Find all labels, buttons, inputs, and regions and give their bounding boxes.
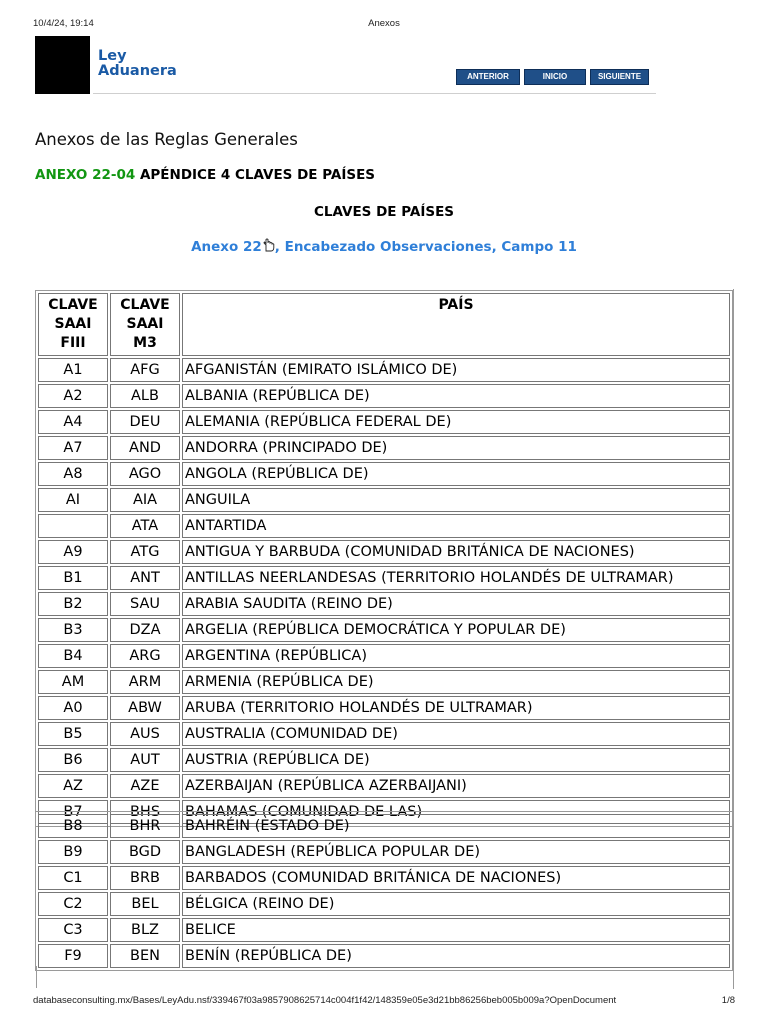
table-row	[38, 774, 730, 798]
country-codes-table	[35, 290, 733, 827]
table-row	[38, 358, 730, 382]
cell-pais: AZERBAIJAN (REPÚBLICA AZERBAIJANI)	[182, 774, 730, 798]
table-row	[38, 566, 730, 590]
header-saai-fiii: CLAVE SAAI FIII	[38, 293, 108, 356]
annex-title: APÉNDICE 4 CLAVES DE PAÍSES	[139, 167, 376, 183]
print-page-number: 1/8	[721, 995, 735, 1006]
cell-saai-fiii: A0	[38, 696, 108, 720]
cell-pais: ANDORRA (PRINCIPADO DE)	[182, 436, 730, 460]
cell-saai-fiii: C2	[38, 892, 108, 916]
logo[interactable]	[98, 49, 177, 79]
table-row	[38, 748, 730, 772]
cell-saai-m3: ANT	[110, 566, 180, 590]
cell-saai-fiii: AM	[38, 670, 108, 694]
table-row	[38, 592, 730, 616]
table-row	[38, 944, 730, 968]
cell-saai-fiii: B4	[38, 644, 108, 668]
cell-saai-fiii: A9	[38, 540, 108, 564]
table-frame-left	[36, 966, 37, 988]
table-row	[38, 618, 730, 642]
table-row	[38, 814, 730, 838]
header-divider	[93, 93, 656, 94]
logo-line1: Ley	[98, 48, 127, 64]
cell-pais: ALBANIA (REPÚBLICA DE)	[182, 384, 730, 408]
cell-saai-m3: SAU	[110, 592, 180, 616]
cell-saai-m3: ATA	[110, 514, 180, 538]
table-row	[38, 488, 730, 512]
cell-pais: BAHAMAS (COMUNIDAD DE LAS)	[182, 800, 730, 824]
cell-pais: ARUBA (TERRITORIO HOLANDÉS DE ULTRAMAR)	[182, 696, 730, 720]
cell-saai-m3: AGO	[110, 462, 180, 486]
cell-saai-fiii: B6	[38, 748, 108, 772]
cell-pais: ANGUILA	[182, 488, 730, 512]
cell-pais: AFGANISTÁN (EMIRATO ISLÁMICO DE)	[182, 358, 730, 382]
cell-saai-fiii: A2	[38, 384, 108, 408]
table-row	[38, 384, 730, 408]
cell-saai-m3: BLZ	[110, 918, 180, 942]
cell-saai-m3: AIA	[110, 488, 180, 512]
cell-saai-fiii	[38, 514, 108, 538]
cell-saai-m3: ABW	[110, 696, 180, 720]
print-page-title: Anexos	[368, 18, 400, 29]
cell-saai-m3: BRB	[110, 866, 180, 890]
cell-pais: ARABIA SAUDITA (REINO DE)	[182, 592, 730, 616]
cell-saai-fiii: B2	[38, 592, 108, 616]
cell-saai-fiii: B5	[38, 722, 108, 746]
annex-code: ANEXO 22-04	[35, 167, 136, 183]
annex-heading	[35, 167, 375, 183]
table-row	[38, 436, 730, 460]
section-title: CLAVES DE PAÍSES	[313, 204, 455, 220]
nav-bar	[456, 69, 649, 85]
table-row	[38, 892, 730, 916]
cell-saai-fiii: B9	[38, 840, 108, 864]
cell-saai-m3: ARG	[110, 644, 180, 668]
print-url: databaseconsulting.mx/Bases/LeyAdu.nsf/339467f03a9857908625714c004f1f42/148359e05e3d21bb86256beb005b009a?OpenDocument	[33, 995, 617, 1006]
next-button[interactable]: SIGUIENTE	[590, 69, 649, 85]
table-row	[38, 722, 730, 746]
print-datetime: 10/4/24, 19:14	[33, 18, 94, 29]
table-row	[38, 540, 730, 564]
print-footer	[33, 995, 735, 1006]
cell-pais: ANTIGUA Y BARBUDA (COMUNIDAD BRITÁNICA DE NACIONES)	[182, 540, 730, 564]
cell-saai-m3: BEN	[110, 944, 180, 968]
logo-mark	[35, 36, 90, 94]
table-row	[38, 462, 730, 486]
cell-pais: AUSTRALIA (COMUNIDAD DE)	[182, 722, 730, 746]
cell-saai-m3: AUS	[110, 722, 180, 746]
hand-pointer-icon	[262, 238, 275, 255]
logo-line2: Aduanera	[98, 63, 177, 79]
cell-pais: ANTILLAS NEERLANDESAS (TERRITORIO HOLANDÉS DE ULTRAMAR)	[182, 566, 730, 590]
cell-pais: ANGOLA (REPÚBLICA DE)	[182, 462, 730, 486]
table-frame-right	[733, 289, 734, 989]
cell-pais: ANTARTIDA	[182, 514, 730, 538]
cell-pais: BELICE	[182, 918, 730, 942]
cell-saai-fiii: B8	[38, 814, 108, 838]
page-title: Anexos de las Reglas Generales	[35, 130, 298, 149]
annex-link-text-before[interactable]: Anexo 22	[191, 239, 262, 255]
table-row	[38, 644, 730, 668]
table-row	[38, 840, 730, 864]
cell-pais: BÉLGICA (REINO DE)	[182, 892, 730, 916]
cell-saai-m3: AUT	[110, 748, 180, 772]
table-row	[38, 514, 730, 538]
cell-saai-fiii: C1	[38, 866, 108, 890]
cell-saai-m3: DEU	[110, 410, 180, 434]
cell-saai-fiii: F9	[38, 944, 108, 968]
cell-saai-fiii: B3	[38, 618, 108, 642]
cell-saai-fiii: A1	[38, 358, 108, 382]
table-row	[38, 918, 730, 942]
cell-saai-fiii: B1	[38, 566, 108, 590]
country-codes-table-continued	[35, 811, 733, 971]
table-row	[38, 670, 730, 694]
cell-saai-m3: BEL	[110, 892, 180, 916]
cell-pais: ARGENTINA (REPÚBLICA)	[182, 644, 730, 668]
cell-saai-m3: BHR	[110, 814, 180, 838]
cell-saai-m3: BGD	[110, 840, 180, 864]
cell-saai-m3: ARM	[110, 670, 180, 694]
cell-pais: ARGELIA (REPÚBLICA DEMOCRÁTICA Y POPULAR DE)	[182, 618, 730, 642]
cell-pais: BAHRÉIN (ESTADO DE)	[182, 814, 730, 838]
cell-saai-m3: AND	[110, 436, 180, 460]
cell-saai-fiii: AI	[38, 488, 108, 512]
table-row	[38, 410, 730, 434]
cell-saai-m3: AZE	[110, 774, 180, 798]
cell-saai-m3: ALB	[110, 384, 180, 408]
cell-saai-m3: ATG	[110, 540, 180, 564]
previous-button[interactable]: ANTERIOR	[456, 69, 520, 85]
cell-saai-fiii: A8	[38, 462, 108, 486]
cell-pais: AUSTRIA (REPÚBLICA DE)	[182, 748, 730, 772]
cell-saai-fiii: C3	[38, 918, 108, 942]
cell-pais: ARMENIA (REPÚBLICA DE)	[182, 670, 730, 694]
cell-saai-fiii: A7	[38, 436, 108, 460]
cell-saai-m3: BHS	[110, 800, 180, 824]
cell-saai-fiii: AZ	[38, 774, 108, 798]
cell-saai-fiii: B7	[38, 800, 108, 824]
header-pais: PAÍS	[182, 293, 730, 356]
cell-pais: BANGLADESH (REPÚBLICA POPULAR DE)	[182, 840, 730, 864]
cell-pais: BENÍN (REPÚBLICA DE)	[182, 944, 730, 968]
cell-saai-m3: DZA	[110, 618, 180, 642]
home-button[interactable]: INICIO	[524, 69, 586, 85]
table-header-row	[38, 293, 730, 356]
annex-link[interactable]	[0, 238, 768, 255]
cell-saai-fiii: A4	[38, 410, 108, 434]
annex-link-text-after[interactable]: , Encabezado Observaciones, Campo 11	[274, 239, 577, 255]
cell-pais: BARBADOS (COMUNIDAD BRITÁNICA DE NACIONES)	[182, 866, 730, 890]
cell-saai-m3: AFG	[110, 358, 180, 382]
table-row	[38, 696, 730, 720]
header-saai-m3: CLAVE SAAI M3	[110, 293, 180, 356]
table-row	[38, 866, 730, 890]
cell-pais: ALEMANIA (REPÚBLICA FEDERAL DE)	[182, 410, 730, 434]
